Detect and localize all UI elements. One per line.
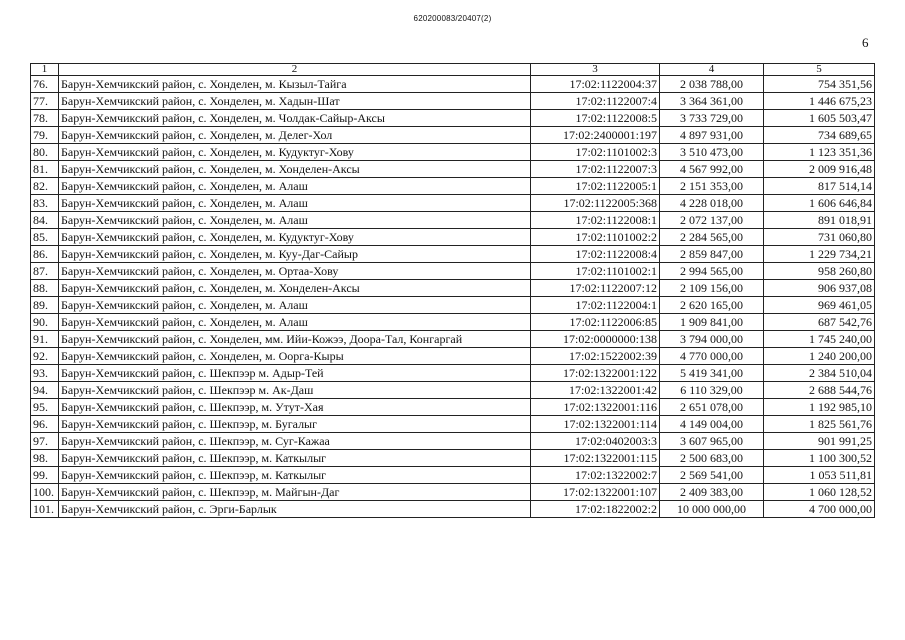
row-number-cell: 97.	[31, 433, 59, 450]
cost-value-cell: 4 700 000,00	[764, 501, 875, 518]
row-number-cell: 96.	[31, 416, 59, 433]
cost-value-cell: 1 053 511,81	[764, 467, 875, 484]
cost-value-cell: 734 689,65	[764, 127, 875, 144]
location-name-cell: Барун-Хемчикский район, с. Хонделен, мм. Ийи-Кожээ, Доора-Тал, Конгаргай	[59, 331, 531, 348]
cost-value-cell: 1 100 300,52	[764, 450, 875, 467]
table-row	[31, 110, 875, 127]
location-name-cell: Барун-Хемчикский район, с. Хонделен, м. Алаш	[59, 297, 531, 314]
cadastral-number-cell: 17:02:1122008:5	[531, 110, 660, 127]
location-name-cell: Барун-Хемчикский район, с. Хонделен, м. Куу-Даг-Сайыр	[59, 246, 531, 263]
row-number-cell: 91.	[31, 331, 59, 348]
cadastral-number-cell: 17:02:1322001:42	[531, 382, 660, 399]
cost-value-cell: 969 461,05	[764, 297, 875, 314]
area-value-cell: 4 149 004,00	[660, 416, 764, 433]
row-number-cell: 80.	[31, 144, 59, 161]
cost-value-cell: 906 937,08	[764, 280, 875, 297]
location-name-cell: Барун-Хемчикский район, с. Хонделен, м. Оорга-Кыры	[59, 348, 531, 365]
header-col-1: 1	[31, 64, 59, 76]
area-value-cell: 10 000 000,00	[660, 501, 764, 518]
cadastral-number-cell: 17:02:1122008:1	[531, 212, 660, 229]
row-number-cell: 84.	[31, 212, 59, 229]
location-name-cell: Барун-Хемчикский район, с. Эрги-Барлык	[59, 501, 531, 518]
cadastral-number-cell: 17:02:1101002:1	[531, 263, 660, 280]
document-code: 620200083/20407(2)	[413, 14, 492, 23]
location-name-cell: Барун-Хемчикский район, с. Шекпээр, м. Утут-Хая	[59, 399, 531, 416]
table-row	[31, 365, 875, 382]
cadastral-number-cell: 17:02:1122008:4	[531, 246, 660, 263]
cadastral-number-cell: 17:02:1122007:4	[531, 93, 660, 110]
area-value-cell: 3 607 965,00	[660, 433, 764, 450]
location-name-cell: Барун-Хемчикский район, с. Хонделен, м. Кызыл-Тайга	[59, 76, 531, 93]
area-value-cell: 2 284 565,00	[660, 229, 764, 246]
table-row	[31, 76, 875, 93]
row-number-cell: 78.	[31, 110, 59, 127]
cost-value-cell: 2 688 544,76	[764, 382, 875, 399]
table-row	[31, 195, 875, 212]
table-row	[31, 144, 875, 161]
cost-value-cell: 1 192 985,10	[764, 399, 875, 416]
location-name-cell: Барун-Хемчикский район, с. Шекпээр м. Ак-Даш	[59, 382, 531, 399]
cadastral-number-cell: 17:02:1322001:116	[531, 399, 660, 416]
row-number-cell: 95.	[31, 399, 59, 416]
table-row	[31, 297, 875, 314]
table-row	[31, 416, 875, 433]
table-row	[31, 467, 875, 484]
cost-value-cell: 731 060,80	[764, 229, 875, 246]
area-value-cell: 2 620 165,00	[660, 297, 764, 314]
location-name-cell: Барун-Хемчикский район, с. Хонделен, м. Кудуктуг-Хову	[59, 229, 531, 246]
table-row	[31, 212, 875, 229]
cost-value-cell: 1 825 561,76	[764, 416, 875, 433]
cadastral-number-cell: 17:02:1122005:1	[531, 178, 660, 195]
area-value-cell: 3 364 361,00	[660, 93, 764, 110]
area-value-cell: 5 419 341,00	[660, 365, 764, 382]
area-value-cell: 2 072 137,00	[660, 212, 764, 229]
row-number-cell: 82.	[31, 178, 59, 195]
area-value-cell: 2 994 565,00	[660, 263, 764, 280]
table-row	[31, 229, 875, 246]
location-name-cell: Барун-Хемчикский район, с. Хонделен, м. Кудуктуг-Хову	[59, 144, 531, 161]
cadastral-number-cell: 17:02:1122004:37	[531, 76, 660, 93]
row-number-cell: 99.	[31, 467, 59, 484]
header-row	[31, 64, 875, 76]
table-row	[31, 331, 875, 348]
cost-value-cell: 1 745 240,00	[764, 331, 875, 348]
table-row	[31, 348, 875, 365]
cost-value-cell: 1 229 734,21	[764, 246, 875, 263]
location-name-cell: Барун-Хемчикский район, с. Хонделен, м. Хадын-Шат	[59, 93, 531, 110]
cadastral-number-cell: 17:02:1322001:122	[531, 365, 660, 382]
area-value-cell: 4 567 992,00	[660, 161, 764, 178]
row-number-cell: 81.	[31, 161, 59, 178]
cost-value-cell: 1 605 503,47	[764, 110, 875, 127]
location-name-cell: Барун-Хемчикский район, с. Хонделен, м. Хонделен-Аксы	[59, 280, 531, 297]
area-value-cell: 4 897 931,00	[660, 127, 764, 144]
area-value-cell: 2 151 353,00	[660, 178, 764, 195]
area-value-cell: 4 228 018,00	[660, 195, 764, 212]
location-name-cell: Барун-Хемчикский район, с. Шекпээр, м. Суг-Кажаа	[59, 433, 531, 450]
table-row	[31, 501, 875, 518]
cost-value-cell: 1 446 675,23	[764, 93, 875, 110]
table-row	[31, 314, 875, 331]
area-value-cell: 3 794 000,00	[660, 331, 764, 348]
area-value-cell: 1 909 841,00	[660, 314, 764, 331]
cadastral-number-cell: 17:02:1122004:1	[531, 297, 660, 314]
table-row	[31, 263, 875, 280]
header-col-4: 4	[660, 64, 764, 76]
table-row	[31, 450, 875, 467]
table-row	[31, 433, 875, 450]
table-row	[31, 484, 875, 501]
table-row	[31, 93, 875, 110]
location-name-cell: Барун-Хемчикский район, с. Шекпээр, м. Каткылыг	[59, 450, 531, 467]
cadastral-number-cell: 17:02:1322001:114	[531, 416, 660, 433]
row-number-cell: 101.	[31, 501, 59, 518]
row-number-cell: 79.	[31, 127, 59, 144]
cost-value-cell: 1 240 200,00	[764, 348, 875, 365]
row-number-cell: 93.	[31, 365, 59, 382]
table-row	[31, 399, 875, 416]
table-row	[31, 161, 875, 178]
cost-value-cell: 1 123 351,36	[764, 144, 875, 161]
row-number-cell: 85.	[31, 229, 59, 246]
area-value-cell: 2 409 383,00	[660, 484, 764, 501]
area-value-cell: 2 500 683,00	[660, 450, 764, 467]
cadastral-number-cell: 17:02:1322001:107	[531, 484, 660, 501]
location-name-cell: Барун-Хемчикский район, с. Шекпээр, м. Майгын-Даг	[59, 484, 531, 501]
row-number-cell: 90.	[31, 314, 59, 331]
cadastral-number-cell: 17:02:1122007:12	[531, 280, 660, 297]
area-value-cell: 2 859 847,00	[660, 246, 764, 263]
row-number-cell: 92.	[31, 348, 59, 365]
row-number-cell: 83.	[31, 195, 59, 212]
page-number: 6	[862, 35, 869, 50]
cadastral-number-cell: 17:02:1122005:368	[531, 195, 660, 212]
cost-value-cell: 901 991,25	[764, 433, 875, 450]
cadastral-number-cell: 17:02:1101002:2	[531, 229, 660, 246]
location-name-cell: Барун-Хемчикский район, с. Шекпээр м. Адыр-Тей	[59, 365, 531, 382]
land-register-table	[30, 63, 875, 518]
header-col-2: 2	[59, 64, 531, 76]
row-number-cell: 88.	[31, 280, 59, 297]
cost-value-cell: 1 060 128,52	[764, 484, 875, 501]
header-col-5: 5	[764, 64, 875, 76]
table-row	[31, 178, 875, 195]
area-value-cell: 4 770 000,00	[660, 348, 764, 365]
row-number-cell: 86.	[31, 246, 59, 263]
cost-value-cell: 958 260,80	[764, 263, 875, 280]
cost-value-cell: 817 514,14	[764, 178, 875, 195]
location-name-cell: Барун-Хемчикский район, с. Шекпээр, м. Каткылыг	[59, 467, 531, 484]
cadastral-number-cell: 17:02:0402003:3	[531, 433, 660, 450]
row-number-cell: 76.	[31, 76, 59, 93]
location-name-cell: Барун-Хемчикский район, с. Хонделен, м. Чолдак-Сайыр-Аксы	[59, 110, 531, 127]
row-number-cell: 87.	[31, 263, 59, 280]
location-name-cell: Барун-Хемчикский район, с. Хонделен, м. Хонделен-Аксы	[59, 161, 531, 178]
location-name-cell: Барун-Хемчикский район, с. Шекпээр, м. Бугалыг	[59, 416, 531, 433]
area-value-cell: 2 569 541,00	[660, 467, 764, 484]
cost-value-cell: 2 384 510,04	[764, 365, 875, 382]
location-name-cell: Барун-Хемчикский район, с. Хонделен, м. Ортаа-Хову	[59, 263, 531, 280]
location-name-cell: Барун-Хемчикский район, с. Хонделен, м. Алаш	[59, 314, 531, 331]
row-number-cell: 94.	[31, 382, 59, 399]
row-number-cell: 77.	[31, 93, 59, 110]
row-number-cell: 89.	[31, 297, 59, 314]
area-value-cell: 3 733 729,00	[660, 110, 764, 127]
cadastral-number-cell: 17:02:1522002:39	[531, 348, 660, 365]
header-col-3: 3	[531, 64, 660, 76]
table-row	[31, 382, 875, 399]
cost-value-cell: 891 018,91	[764, 212, 875, 229]
table-row	[31, 246, 875, 263]
area-value-cell: 2 038 788,00	[660, 76, 764, 93]
table-row	[31, 280, 875, 297]
cadastral-number-cell: 17:02:1122007:3	[531, 161, 660, 178]
area-value-cell: 3 510 473,00	[660, 144, 764, 161]
location-name-cell: Барун-Хемчикский район, с. Хонделен, м. Алаш	[59, 212, 531, 229]
cost-value-cell: 754 351,56	[764, 76, 875, 93]
cadastral-number-cell: 17:02:1322001:115	[531, 450, 660, 467]
row-number-cell: 98.	[31, 450, 59, 467]
location-name-cell: Барун-Хемчикский район, с. Хонделен, м. Алаш	[59, 178, 531, 195]
location-name-cell: Барун-Хемчикский район, с. Хонделен, м. Делег-Хол	[59, 127, 531, 144]
cost-value-cell: 1 606 646,84	[764, 195, 875, 212]
cadastral-number-cell: 17:02:0000000:138	[531, 331, 660, 348]
cost-value-cell: 687 542,76	[764, 314, 875, 331]
area-value-cell: 6 110 329,00	[660, 382, 764, 399]
cadastral-number-cell: 17:02:1122006:85	[531, 314, 660, 331]
row-number-cell: 100.	[31, 484, 59, 501]
cadastral-number-cell: 17:02:1322002:7	[531, 467, 660, 484]
location-name-cell: Барун-Хемчикский район, с. Хонделен, м. Алаш	[59, 195, 531, 212]
cadastral-number-cell: 17:02:1101002:3	[531, 144, 660, 161]
area-value-cell: 2 651 078,00	[660, 399, 764, 416]
cadastral-number-cell: 17:02:1822002:2	[531, 501, 660, 518]
cadastral-number-cell: 17:02:2400001:197	[531, 127, 660, 144]
table-row	[31, 127, 875, 144]
cost-value-cell: 2 009 916,48	[764, 161, 875, 178]
area-value-cell: 2 109 156,00	[660, 280, 764, 297]
